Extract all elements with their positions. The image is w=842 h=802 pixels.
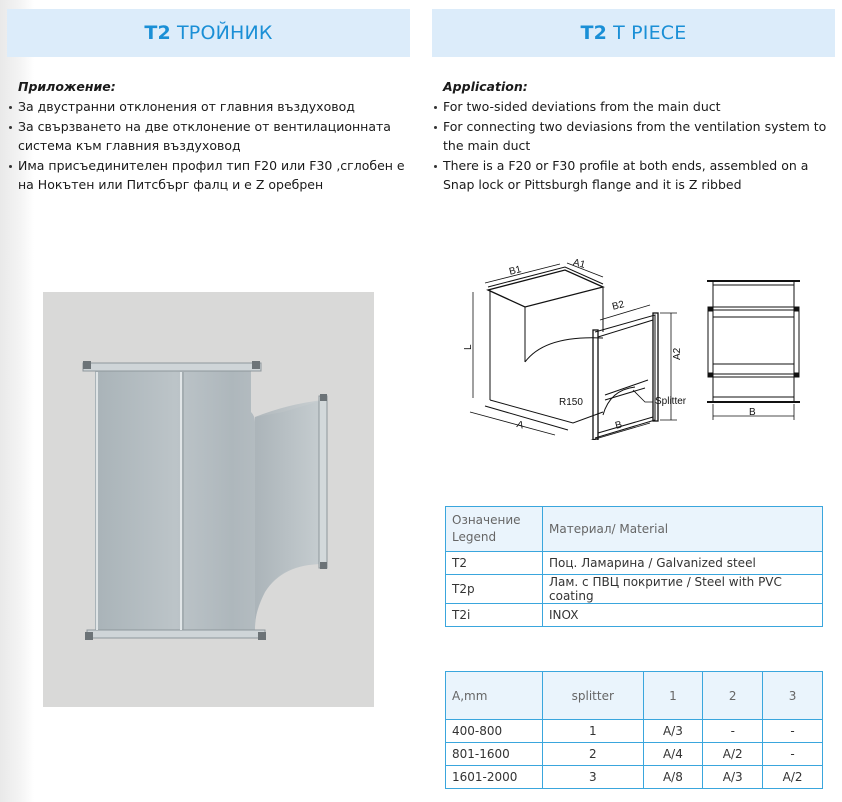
table-header-row xyxy=(446,507,823,552)
table-cell: 801-1600 xyxy=(446,743,543,766)
t-piece-isometric-diagram xyxy=(455,250,695,444)
product-photo xyxy=(43,292,374,707)
table-cell: 2 xyxy=(543,743,644,766)
table-cell: 1601-2000 xyxy=(446,766,543,789)
table-cell: - xyxy=(703,720,763,743)
table-cell: A/3 xyxy=(703,766,763,789)
dim-label-r150: R150 xyxy=(559,397,583,408)
header-cell-legend xyxy=(446,507,543,552)
table-row xyxy=(446,766,823,789)
table-row xyxy=(446,743,823,766)
application-list xyxy=(8,97,413,194)
t-piece-side-view-diagram xyxy=(700,270,810,434)
header-cell: 3 xyxy=(763,672,823,720)
table-cell: T2i xyxy=(446,604,543,627)
table-cell: A/2 xyxy=(703,743,763,766)
list-item: For two-sided deviations from the main duct xyxy=(433,97,838,116)
table-cell: INOX xyxy=(543,604,823,627)
dim-label-b2: B2 xyxy=(611,299,626,313)
title-bar-en xyxy=(432,9,835,57)
header-cell: A,mm xyxy=(446,672,543,720)
table-row xyxy=(446,575,823,604)
dim-label-a1: A1 xyxy=(571,257,587,271)
dim-label-side-b: B xyxy=(749,407,756,418)
dim-label-a: A xyxy=(515,419,525,432)
application-section-bg xyxy=(8,77,413,195)
table-header-row xyxy=(446,672,823,720)
header-cell: 2 xyxy=(703,672,763,720)
table-cell: 3 xyxy=(543,766,644,789)
dim-label-b1: B1 xyxy=(508,264,523,278)
table-cell: - xyxy=(763,720,823,743)
dim-label-splitter: Splitter xyxy=(655,396,687,407)
table-cell: Лам. с ПВЦ покритие / Steel with PVC coating xyxy=(543,575,823,604)
header-cell-material: Материал/ Material xyxy=(543,507,823,552)
splitter-size-table xyxy=(445,671,823,789)
application-heading: Приложение: xyxy=(18,79,116,94)
table-cell: A/4 xyxy=(643,743,703,766)
table-cell: 1 xyxy=(543,720,644,743)
header-cell: 1 xyxy=(643,672,703,720)
table-cell: A/3 xyxy=(643,720,703,743)
product-name-bg: ТРОЙНИК xyxy=(176,22,273,44)
table-cell: A/8 xyxy=(643,766,703,789)
list-item: Има присъединителен профил тип F20 или F30 ,сглобен е на Нокътен или Питсбърг фалц и е Z оребрен xyxy=(8,156,413,194)
list-item: За свързването на две отклонение от вентилационната система към главния въздуховод xyxy=(8,117,413,155)
table-cell: A/2 xyxy=(763,766,823,789)
header-legend-en: Legend xyxy=(452,530,497,544)
table-row xyxy=(446,720,823,743)
dim-label-a2: A2 xyxy=(672,347,683,360)
table-cell: T2 xyxy=(446,552,543,575)
title-bar-bg xyxy=(7,9,410,57)
product-code: T2 xyxy=(144,22,171,44)
table-cell: - xyxy=(763,743,823,766)
material-legend-table xyxy=(445,506,823,627)
header-legend-bg: Означение xyxy=(452,513,521,527)
product-code: T2 xyxy=(580,22,608,44)
table-cell: Поц. Ламарина / Galvanized steel xyxy=(543,552,823,575)
header-cell: splitter xyxy=(543,672,644,720)
application-heading: Application: xyxy=(443,79,528,94)
list-item: За двустранни отклонения от главния въздуховод xyxy=(8,97,413,116)
table-cell: 400-800 xyxy=(446,720,543,743)
t-piece-photo-icon xyxy=(43,292,374,707)
application-list xyxy=(433,97,838,194)
table-cell: T2p xyxy=(446,575,543,604)
application-section-en xyxy=(433,77,838,195)
dim-label-l: L xyxy=(463,344,474,350)
dim-label-b: B xyxy=(614,419,624,432)
product-name-en: T PIECE xyxy=(613,22,687,44)
table-row xyxy=(446,604,823,627)
list-item: For connecting two deviasions from the ventilation system to the main duct xyxy=(433,117,838,155)
list-item: There is a F20 or F30 profile at both ends, assembled on a Snap lock or Pittsburgh flange and it is Z ribbed xyxy=(433,156,838,194)
table-row xyxy=(446,552,823,575)
